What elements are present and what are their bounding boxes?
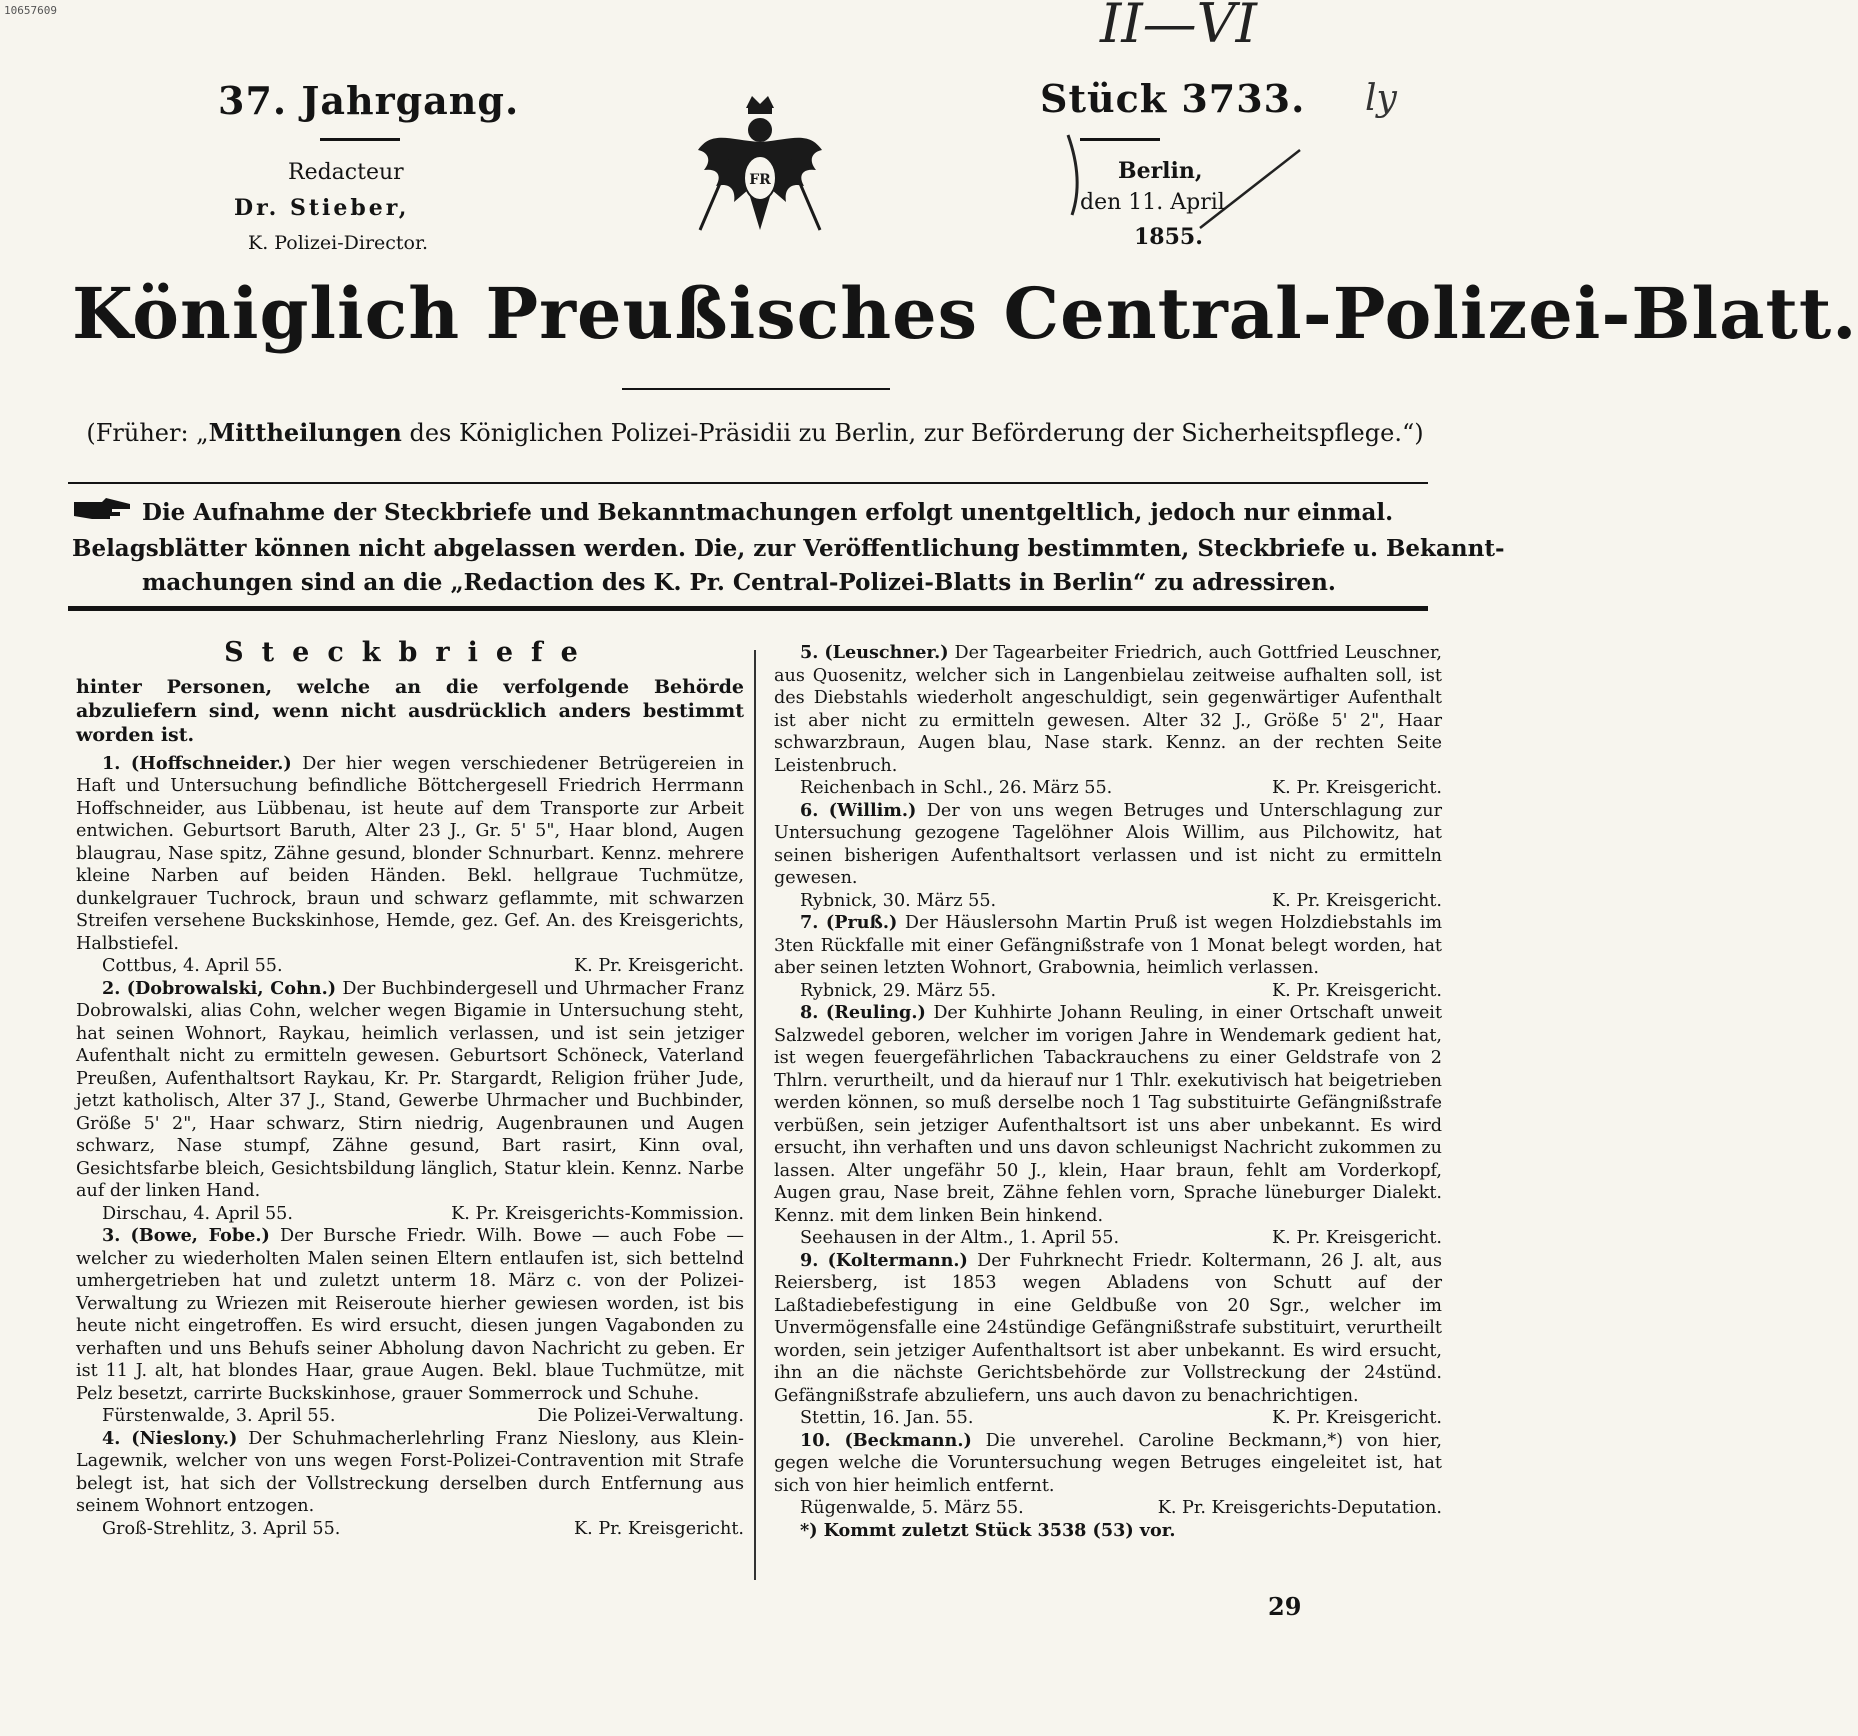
title-rule: [622, 388, 890, 390]
entry-text: Der Fuhrknecht Friedr. Koltermann, 26 J. alt, aus Reiersberg, ist 1853 wegen Abladens von Schutt auf der Laßtadiebefestigung in eine Geldbuße von 20 Sgr., welcher im Unvermögensfalle eine 24stündige Gefängnißstrafe substituirt, verurtheilt worden, sein jetziger Aufenthaltsort ist aber unbekannt. Es wird ersucht, ihn an die nächste Gerichtsbehörde zur Vollstreckung der 24stünd. Gefängnißstrafe abzuliefern, uns auch davon zu benachrichtigen.: [774, 1250, 1442, 1406]
emblem-monogram: FR: [749, 172, 771, 188]
submission-notice: [72, 496, 1505, 600]
entry-signature: [76, 1203, 744, 1226]
former-title-bold: Mittheilungen: [208, 418, 402, 447]
notice-line-3: machungen sind an die „Redaction des K. Pr. Central-Polizei-Blatts in Berlin“ zu adressiren.: [142, 569, 1336, 596]
entry: 4. (Nieslony.) Der Schuhmacherlehrling Franz Nieslony, aus Klein-Lagewnik, welcher von uns wegen Forst-Polizei-Contravention mit Strafe belegt ist, hat sich der Vollstreckung derselben durch Entfernung aus seinem Wohnort entzogen.: [76, 1427, 745, 1516]
entry-signature: [76, 1405, 744, 1428]
entry-text: Der Kuhhirte Johann Reuling, in einer Ortschaft unweit Salzwedel geboren, welcher im vorigen Jahre in Wendemark gedient hat, ist wegen feuergefährlichen Tabackrauchens zu einer Geldstrafe von 2 Thlrn. verurtheilt, und da hierauf nur 1 Thlr. exekutivisch hat beigetrieben werden können, so muß derselbe noch 1 Tag substituirte Gefängnißstrafe verbüßen, sein jetziger Aufenthaltsort ist uns aber unbekannt. Es wird ersucht, ihn verhaften und uns davon schleunigst Nachricht zukommen zu lassen. Alter ungefähr 50 J., klein, Haar braun, fehlt am Vorderkopf, Augen grau, Nase breit, Zähne fehlen vorn, Sprache lüneburger Dialekt. Kennz. mit dem linken Bein hinkend.: [774, 1003, 1443, 1226]
entry-authority: K. Pr. Kreisgericht.: [573, 1518, 744, 1539]
entry-name: (Dobrowalski, Cohn.): [126, 977, 337, 999]
entry-name: (Reuling.): [825, 1002, 926, 1023]
newspaper-title: Königlich Preußisches Central-Polizei-Blatt.: [72, 272, 1858, 355]
editor-title: K. Polizei-Director.: [248, 232, 429, 254]
entry-place: Rybnick, 29. März 55.: [800, 980, 997, 1001]
footnote: *) Kommt zuletzt Stück 3538 (53) vor.: [800, 1519, 1176, 1541]
entry-name: (Hoffschneider.): [130, 752, 292, 774]
column-divider: [754, 650, 756, 1580]
issue-number: Stück 3733.: [1040, 76, 1306, 121]
entry-text: Der Buchbindergesell und Uhrmacher Franz Dobrowalski, alias Cohn, welcher wegen Bigamie in Untersuchung steht, hat seinen Wohnort, Raykau, heimlich verlassen, und ist sein jetziger Aufenthalt nicht zu ermitteln gewesen. Geburtsort Schöneck, Vaterland Preußen, Aufenthaltsort Raykau, Kr. Pr. Stargardt, Religion früher Jude, jetzt katholisch, Alter 37 J., Stand, Gewerbe Uhrmacher und Buchbinder, Größe 5' 2", Haar schwarz, Stirn niedrig, Augenbraunen und Augen schwarz, Nase stumpf, Zähne gesund, Bart rasirt, Kinn oval, Gesichtsfarbe bleich, Gesichtsbildung länglich, Statur klein. Kennz. Narbe auf der linken Hand.: [76, 978, 745, 1201]
entry-authority: K. Pr. Kreisgerichts-Deputation.: [1157, 1498, 1442, 1518]
entry-authority: K. Pr. Kreisgericht.: [573, 956, 744, 976]
entry-signature: [774, 1227, 1442, 1250]
entry-place: Dirschau, 4. April 55.: [102, 1203, 293, 1224]
volume-rule: [320, 138, 400, 141]
entry-name: (Leuschner.): [824, 642, 949, 663]
page-number: 29: [1268, 1592, 1302, 1621]
entry-place: Cottbus, 4. April 55.: [102, 956, 283, 976]
issue-year: 1855.: [1134, 224, 1203, 250]
entry-signature: [774, 1497, 1442, 1520]
entry: 10. (Beckmann.) Die unverehel. Caroline Beckmann,*) von hier, gegen welche die Voruntersuchung wegen Betruges eingeleitet ist, hat sich von hier heimlich entfernt.: [774, 1429, 1442, 1496]
notice-line-1: Die Aufnahme der Steckbriefe und Bekanntmachungen erfolgt unentgeltlich, jedoch nur einmal.: [72, 496, 1432, 532]
entry-place: Rybnick, 30. März 55.: [800, 890, 997, 911]
handwritten-top-text: II—VI: [1100, 0, 1257, 55]
entry-text: Der Häuslersohn Martin Pruß ist wegen Holzdiebstahls im 3ten Rückfalle mit einer Gefängnißstrafe von 1 Monat belegt worden, hat aber seinen letzten Wohnort, Grabownia, heimlich verlassen.: [774, 913, 1443, 978]
entry-place: Rügenwalde, 5. März 55.: [800, 1498, 1024, 1518]
entry-place: Groß-Strehlitz, 3. April 55.: [102, 1518, 341, 1539]
entry-signature: [774, 777, 1442, 800]
entry-text: Der hier wegen verschiedener Betrügereien in Haft und Untersuchung befindliche Böttchergesell Friedrich Herrmann Hoffschneider, aus Lübbenau, ist heute auf dem Transporte zur Arbeit entwichen. Geburtsort Baruth, Alter 23 J., Gr. 5' 5", Haar blond, Augen blaugrau, Nase spitz, Zähne gesund, blonder Schnurbart. Kennz. mehrere kleine Narben auf beiden Händen. Bekl. hellgraue Tuchmütze, dunkelgrauer Tuchrock, braun und schwarz geflammte, mit schwarzen Streifen versehene Buckskinhose, Hemde, gez. Gef. An. des Kreisgerichts, Halbstiefel.: [76, 753, 745, 954]
entry-signature: [76, 955, 744, 978]
entry-signature: [76, 1518, 744, 1541]
entry: 7. (Pruß.) Der Häuslersohn Martin Pruß ist wegen Holzdiebstahls im 3ten Rückfalle mit einer Gefängnißstrafe von 1 Monat belegt worden, hat aber seinen letzten Wohnort, Grabownia, heimlich verlassen.: [774, 912, 1443, 978]
notice-bottom-rule: [68, 606, 1428, 611]
entry-text: Der Bursche Friedr. Wilh. Bowe — auch Fobe — welcher zu wiederholten Malen seinen Eltern entlaufen ist, sich bettelnd umhergetrieben hat und zuletzt unterm 18. März c. von der Polizei-Verwaltung zu Wriezen mit Reiseroute hierher gewiesen worden, ist bis heute nicht eingetroffen. Es wird ersucht, diesen jungen Vagabonden zu verhaften und uns Behufs seiner Abholung davon Nachricht zu geben. Er ist 11 J. alt, hat blondes Haar, graue Augen. Bekl. blaue Tuchmütze, mit Pelz besetzt, carrirte Buckskinhose, grauer Sommerrock und Schuhe.: [76, 1226, 745, 1404]
editor-label: Redacteur: [288, 160, 404, 185]
former-title-rest: des Königlichen Polizei-Präsidii zu Berlin, zur Beförderung der Sicherheitspflege.“): [401, 419, 1424, 447]
entry-signature: [774, 980, 1442, 1003]
entry-authority: Die Polizei-Verwaltung.: [537, 1406, 744, 1426]
place-label: Berlin,: [1118, 158, 1203, 184]
entry-signature: [774, 1407, 1442, 1430]
entry: 8. (Reuling.) Der Kuhhirte Johann Reuling, in einer Ortschaft unweit Salzwedel geboren, welcher im vorigen Jahre in Wendemark gedient hat, ist wegen feuergefährlichen Tabackrauchens zu einer Geldstrafe von 2 Thlrn. verurtheilt, und da hierauf nur 1 Thlr. exekutivisch hat beigetrieben werden können, so muß derselbe noch 1 Tag substituirte Gefängnißstrafe verbüßen, sein jetziger Aufenthaltsort ist uns aber unbekannt. Es wird ersucht, ihn verhaften und uns davon schleunigst Nachricht zukommen zu lassen. Alter ungefähr 50 J., klein, Haar braun, fehlt am Vorderkopf, Augen grau, Nase breit, Zähne fehlen vorn, Sprache lüneburger Dialekt. Kennz. mit dem linken Bein hinkend.: [774, 1002, 1443, 1226]
entry-text: Der Tagearbeiter Friedrich, auch Gottfried Leuschner, aus Quosenitz, welcher sich in Langenbielau zeitweise aufhalten soll, ist des Diebstahls wiederholt angeschuldigt, sein gegenwärtiger Aufenthalt ist aber nicht zu ermitteln gewesen. Alter 32 J., Größe 5' 2", Haar schwarzbraun, Augen blau, Nase stark. Kennz. an der rechten Seite Leistenbruch.: [774, 643, 1443, 776]
prussian-eagle-icon: [690, 90, 830, 240]
entry: 6. (Willim.) Der von uns wegen Betruges und Unterschlagung zur Untersuchung gezogene Tagelöhner Alois Willim, aus Pilchowitz, hat seinen bisherigen Aufenthaltsort verlassen und ist nicht zu ermitteln gewesen.: [774, 799, 1443, 888]
editor-name: Dr. Stieber,: [234, 195, 410, 221]
entry-place: Seehausen in der Altm., 1. April 55.: [800, 1228, 1120, 1248]
entry-name: (Bowe, Fobe.): [130, 1225, 270, 1246]
entry-name: (Nieslony.): [131, 1427, 238, 1449]
entry-place: Stettin, 16. Jan. 55.: [800, 1408, 974, 1428]
entry-text: Die unverehel. Caroline Beckmann,*) von hier, gegen welche die Voruntersuchung wegen Betruges eingeleitet ist, hat sich von hier heimlich entfernt.: [774, 1430, 1442, 1496]
entry-name: (Koltermann.): [827, 1249, 968, 1271]
handwritten-bracket: [1068, 135, 1077, 215]
section-subtitle: hinter Personen, welche an die verfolgende Behörde abzuliefern sind, wenn nicht ausdrücklich anders bestimmt worden ist.: [76, 675, 744, 746]
entry-authority: K. Pr. Kreisgericht.: [1271, 890, 1442, 911]
entry-name: (Beckmann.): [844, 1429, 972, 1451]
entry-place: Reichenbach in Schl., 26. März 55.: [800, 778, 1113, 798]
entry-signature: [774, 890, 1442, 913]
entry-name: (Pruß.): [825, 912, 898, 933]
handwritten-side-text: ly: [1365, 78, 1397, 119]
entry: 5. (Leuschner.) Der Tagearbeiter Friedrich, auch Gottfried Leuschner, aus Quosenitz, welcher sich in Langenbielau zeitweise aufhalten soll, ist des Diebstahls wiederholt angeschuldigt, sein gegenwärtiger Aufenthalt ist aber nicht zu ermitteln gewesen. Alter 32 J., Größe 5' 2", Haar schwarzbraun, Augen blau, Nase stark. Kennz. an der rechten Seite Leistenbruch.: [774, 642, 1443, 776]
former-title-prefix: (Früher: „: [86, 419, 209, 447]
handwritten-stroke: [1200, 150, 1300, 228]
column-left: [76, 637, 745, 1540]
entry-authority: K. Pr. Kreisgericht.: [1271, 980, 1442, 1001]
archive-id: 10657609: [4, 4, 57, 17]
entry-authority: K. Pr. Kreisgericht.: [1271, 1408, 1442, 1428]
entry: 3. (Bowe, Fobe.) Der Bursche Friedr. Wilh. Bowe — auch Fobe — welcher zu wiederholten Malen seinen Eltern entlaufen ist, sich bettelnd umhergetrieben hat und zuletzt unterm 18. März c. von der Polizei-Verwaltung zu Wriezen mit Reiseroute hierher gewiesen worden, ist bis heute nicht eingetroffen. Es wird ersucht, diesen jungen Vagabonden zu verhaften und uns Behufs seiner Abholung davon Nachricht zu geben. Er ist 11 J. alt, hat blondes Haar, graue Augen. Bekl. blaue Tuchmütze, mit Pelz besetzt, carrirte Buckskinhose, grauer Sommerrock und Schuhe.: [76, 1225, 745, 1404]
entry-authority: K. Pr. Kreisgericht.: [1271, 1228, 1442, 1248]
entry-name: (Willim.): [828, 799, 917, 821]
notice-line-2: Belagsblätter können nicht abgelassen werden. Die, zur Veröffentlichung bestimmten, Steckbriefe u. Bekannt-: [72, 535, 1505, 562]
entry: 1. (Hoffschneider.) Der hier wegen verschiedener Betrügereien in Haft und Untersuchung befindliche Böttchergesell Friedrich Herrmann Hoffschneider, aus Lübbenau, ist heute auf dem Transporte zur Arbeit entwichen. Geburtsort Baruth, Alter 23 J., Gr. 5' 5", Haar blond, Augen blaugrau, Nase spitz, Zähne gesund, blonder Schnurbart. Kennz. mehrere kleine Narben auf beiden Händen. Bekl. hellgraue Tuchmütze, dunkelgrauer Tuchrock, braun und schwarz geflammte, mit schwarzen Streifen versehene Buckskinhose, Hemde, gez. Gef. An. des Kreisgerichts, Halbstiefel.: [76, 752, 745, 954]
volume-label: 37. Jahrgang.: [218, 78, 520, 123]
issue-date: den 11. April: [1080, 190, 1225, 215]
section-title: Steckbriefe: [224, 637, 596, 668]
entry-text: Der von uns wegen Betruges und Unterschlagung zur Untersuchung gezogene Tagelöhner Alois Willim, aus Pilchowitz, hat seinen bisherigen Aufenthaltsort verlassen und ist nicht zu ermitteln gewesen.: [774, 800, 1443, 888]
former-title: [70, 418, 1440, 447]
entry-text: Der Schuhmacherlehrling Franz Nieslony, aus Klein-Lagewnik, welcher von uns wegen Forst-Polizei-Contravention mit Strafe belegt ist, hat sich der Vollstreckung derselben durch Entfernung aus seinem Wohnort entzogen.: [76, 1428, 745, 1516]
entry-authority: K. Pr. Kreisgericht.: [1271, 778, 1442, 798]
column-right: [774, 642, 1442, 1542]
issue-rule: [1080, 138, 1160, 141]
entry-place: Fürstenwalde, 3. April 55.: [102, 1406, 336, 1426]
entry: 2. (Dobrowalski, Cohn.) Der Buchbindergesell und Uhrmacher Franz Dobrowalski, alias Cohn, welcher wegen Bigamie in Untersuchung steht, hat seinen Wohnort, Raykau, heimlich verlassen, und ist sein jetziger Aufenthalt nicht zu ermitteln gewesen. Geburtsort Schöneck, Vaterland Preußen, Aufenthaltsort Raykau, Kr. Pr. Stargardt, Religion früher Jude, jetzt katholisch, Alter 37 J., Stand, Gewerbe Uhrmacher und Buchbinder, Größe 5' 2", Haar schwarz, Stirn niedrig, Augenbraunen und Augen schwarz, Nase stumpf, Zähne gesund, Bart rasirt, Kinn oval, Gesichtsfarbe bleich, Gesichtsbildung länglich, Statur klein. Kennz. Narbe auf der linken Hand.: [76, 977, 745, 1201]
notice-top-rule: [68, 482, 1428, 484]
entry-authority: K. Pr. Kreisgerichts-Kommission.: [451, 1203, 744, 1224]
pointing-hand-icon: [72, 496, 142, 532]
entry: 9. (Koltermann.) Der Fuhrknecht Friedr. Koltermann, 26 J. alt, aus Reiersberg, ist 1853 wegen Abladens von Schutt auf der Laßtadiebefestigung in eine Geldbuße von 20 Sgr., welcher im Unvermögensfalle eine 24stündige Gefängnißstrafe substituirt, verurtheilt worden, sein jetziger Aufenthaltsort ist aber unbekannt. Es wird ersucht, ihn an die nächste Gerichtsbehörde zur Vollstreckung der 24stünd. Gefängnißstrafe abzuliefern, uns auch davon zu benachrichtigen.: [774, 1249, 1442, 1406]
